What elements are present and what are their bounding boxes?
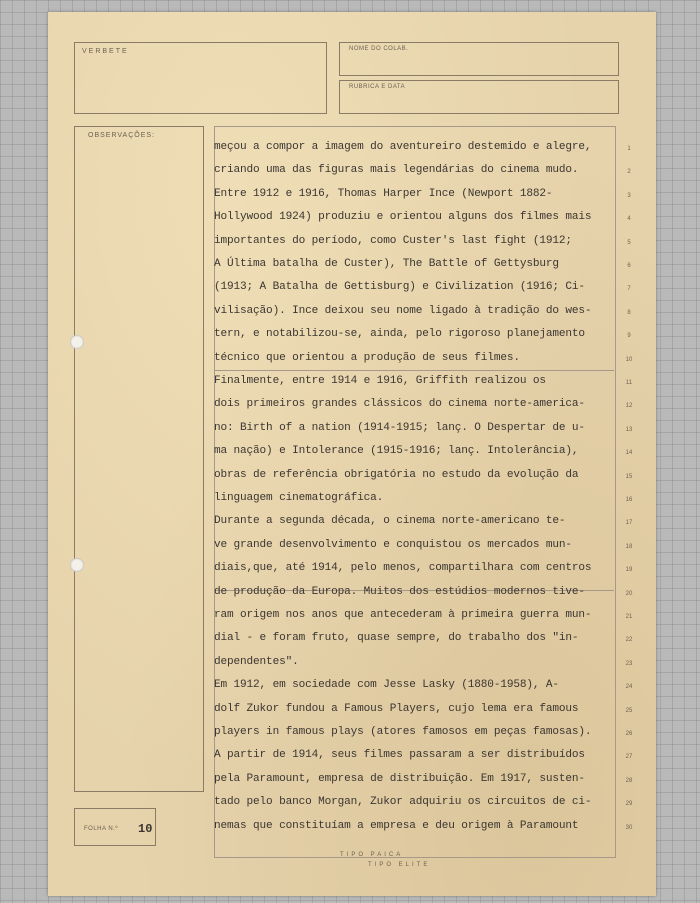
text-line: A Última batalha de Custer), The Battle of Gettysburg bbox=[214, 258, 559, 270]
line-number: 19 bbox=[625, 567, 633, 574]
text-line: ram origem nos anos que antecederam à primeira guerra mun- bbox=[214, 609, 592, 621]
line-number: 13 bbox=[625, 426, 633, 433]
text-line: players in famous plays (atores famosos em peças famosas). bbox=[214, 726, 592, 738]
text-line: linguagem cinematográfica. bbox=[214, 492, 384, 504]
line-number: 27 bbox=[625, 754, 633, 761]
line-number: 22 bbox=[625, 637, 633, 644]
line-number: 15 bbox=[625, 473, 633, 480]
line-number: 12 bbox=[625, 403, 633, 410]
line-number: 21 bbox=[625, 614, 633, 620]
observacoes-box bbox=[74, 126, 204, 792]
text-line: A partir de 1914, seus filmes passaram a ser distribuídos bbox=[214, 749, 585, 762]
line-number: 10 bbox=[625, 356, 633, 363]
text-line: tado pelo banco Morgan, Zukor adquiriu os circuitos de ci- bbox=[214, 796, 592, 809]
punch-hole-bottom bbox=[70, 558, 84, 572]
text-line: (1913; A Batalha de Gettisburg) e Civilization (1916; Ci- bbox=[214, 281, 585, 294]
text-line: nemas que constituíam a empresa e deu origem à Paramount bbox=[214, 819, 579, 832]
text-line: diais,que, até 1914, pelo menos, compartilhara com centros bbox=[214, 562, 592, 575]
line-number: 17 bbox=[625, 520, 633, 527]
line-number: 1 bbox=[627, 146, 631, 152]
text-line: dial - e foram fruto, quase sempre, do trabalho dos "in- bbox=[214, 632, 579, 645]
line-number: 18 bbox=[625, 543, 633, 550]
text-line: ma nação) e Intolerance (1915-1916; lanç. Intolerância), bbox=[214, 445, 579, 458]
text-line: técnico que orientou a produção de seus filmes. bbox=[214, 351, 520, 364]
text-line: criando uma das figuras mais legendárias do cinema mudo. bbox=[214, 164, 579, 177]
line-number: 6 bbox=[627, 263, 631, 269]
folha-number: 10 bbox=[138, 822, 153, 836]
line-number: 5 bbox=[627, 239, 631, 246]
line-number: 26 bbox=[625, 731, 633, 737]
footer-tipo-paica: TIPO PAICA bbox=[340, 852, 404, 858]
line-number: 14 bbox=[625, 450, 633, 457]
line-number: 11 bbox=[625, 380, 633, 386]
text-line: dois primeiros grandes clássicos do cinema norte-america- bbox=[214, 398, 585, 411]
text-line: Finalmente, entre 1914 e 1916, Griffith realizou os bbox=[214, 375, 546, 387]
text-line: importantes do período, como Custer's last fight (1912; bbox=[214, 234, 572, 247]
line-number: 8 bbox=[627, 309, 631, 316]
line-number: 2 bbox=[627, 169, 631, 176]
text-line: dolf Zukor fundou a Famous Players, cujo lema era famous bbox=[214, 702, 579, 715]
text-line: tern, e notabilizou-se, ainda, pelo rigoroso planejamento bbox=[214, 328, 585, 341]
line-number: 16 bbox=[625, 497, 633, 503]
line-number: 7 bbox=[627, 286, 631, 293]
line-number: 20 bbox=[625, 590, 633, 597]
line-number: 23 bbox=[625, 660, 633, 667]
punch-hole-top bbox=[70, 335, 84, 349]
line-number: 24 bbox=[625, 684, 633, 691]
verbete-label: VERBETE bbox=[82, 48, 129, 55]
text-line: Em 1912, em sociedade com Jesse Lasky (1880-1958), A- bbox=[214, 679, 559, 692]
footer-tipo-elite: TIPO ELITE bbox=[368, 862, 431, 868]
line-number: 29 bbox=[625, 801, 633, 808]
typed-text-body bbox=[214, 136, 614, 856]
text-line: Hollywood 1924) produziu e orientou alguns dos filmes mais bbox=[214, 211, 592, 224]
folha-label: FOLHA N.º bbox=[84, 826, 119, 832]
text-line: pela Paramount, empresa de distribuição. Em 1917, susten- bbox=[214, 772, 585, 785]
line-number: 25 bbox=[625, 707, 633, 714]
line-number: 3 bbox=[627, 192, 631, 199]
rubrica-label: RUBRICA E DATA bbox=[349, 84, 406, 90]
text-line: no: Birth of a nation (1914-1915; lanç. O Despertar de u- bbox=[214, 421, 585, 434]
observacoes-label: OBSERVAÇÕES: bbox=[88, 132, 155, 139]
text-line: ve grande desenvolvimento e conquistou os mercados mun- bbox=[214, 538, 572, 551]
text-line: vilisação). Ince deixou seu nome ligado à tradição do wes- bbox=[214, 304, 592, 317]
text-line: dependentes". bbox=[214, 655, 299, 668]
line-number: 4 bbox=[627, 216, 631, 223]
line-number: 28 bbox=[625, 777, 633, 784]
line-number: 9 bbox=[627, 333, 631, 340]
text-line: meçou a compor a imagem do aventureiro destemido e alegre, bbox=[214, 141, 592, 153]
text-line: Entre 1912 e 1916, Thomas Harper Ince (Newport 1882- bbox=[214, 187, 553, 200]
line-number: 30 bbox=[625, 824, 633, 831]
text-line: de produção da Europa. Muitos dos estúdios modernos tive- bbox=[214, 585, 585, 598]
text-line: obras de referência obrigatória no estudo da evolução da bbox=[214, 468, 579, 481]
text-line: Durante a segunda década, o cinema norte-americano te- bbox=[214, 515, 566, 528]
nome-colab-label: NOME DO COLAB. bbox=[349, 46, 409, 52]
